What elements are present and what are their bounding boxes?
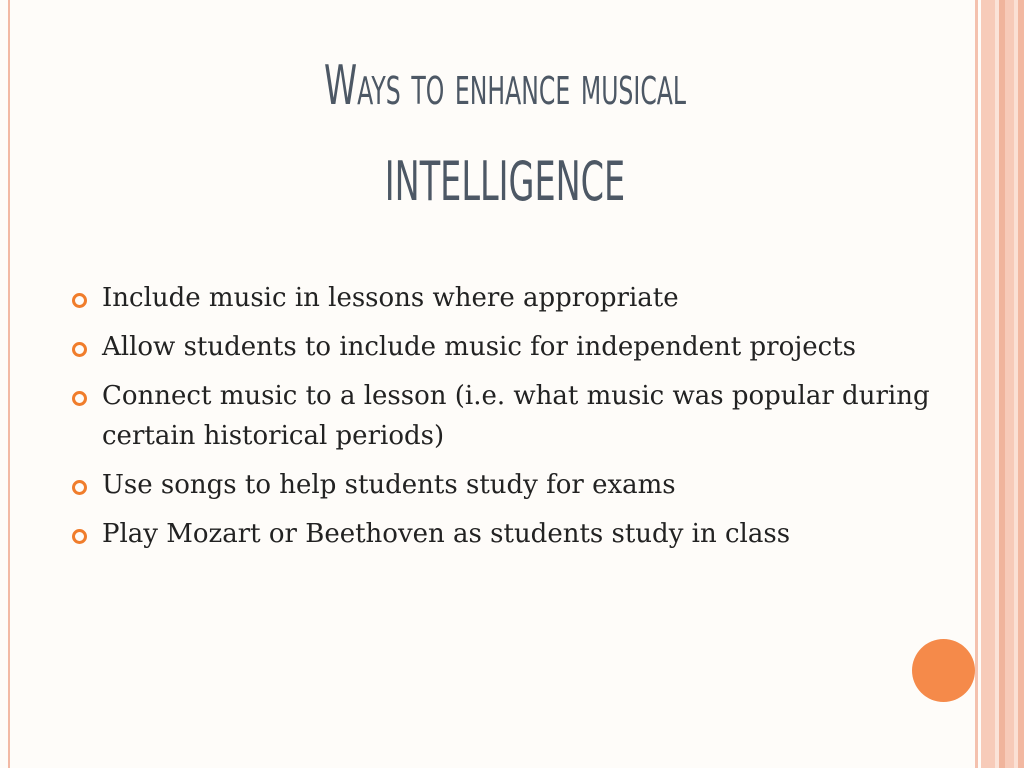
bullet-text: Allow students to include music for independent projects (102, 332, 857, 362)
right-stripe (981, 0, 995, 768)
bullet-icon (72, 391, 87, 406)
list-item (72, 327, 932, 367)
orange-circle-decoration (912, 639, 975, 702)
list-item (72, 514, 932, 554)
left-border-line (8, 0, 10, 768)
list-item (72, 376, 932, 456)
bullet-icon (72, 342, 87, 357)
bullet-list (72, 278, 932, 563)
list-item (72, 278, 932, 318)
bullet-text: Include music in lessons where appropriate (102, 283, 679, 313)
bullet-text: Connect music to a lesson (i.e. what music was popular during certain historical periods) (102, 381, 930, 451)
bullet-icon (72, 529, 87, 544)
right-stripe (975, 0, 978, 768)
list-item (72, 465, 932, 505)
bullet-text: Play Mozart or Beethoven as students study in class (102, 519, 791, 549)
bullet-text: Use songs to help students study for exams (102, 470, 676, 500)
title-line-2: INTELLIGENCE (384, 150, 626, 213)
slide-title (260, 38, 750, 230)
right-stripe (1018, 0, 1024, 768)
right-stripe (1005, 0, 1014, 768)
title-line-1: Ways to enhance musical (323, 54, 687, 117)
bullet-icon (72, 293, 87, 308)
bullet-icon (72, 480, 87, 495)
